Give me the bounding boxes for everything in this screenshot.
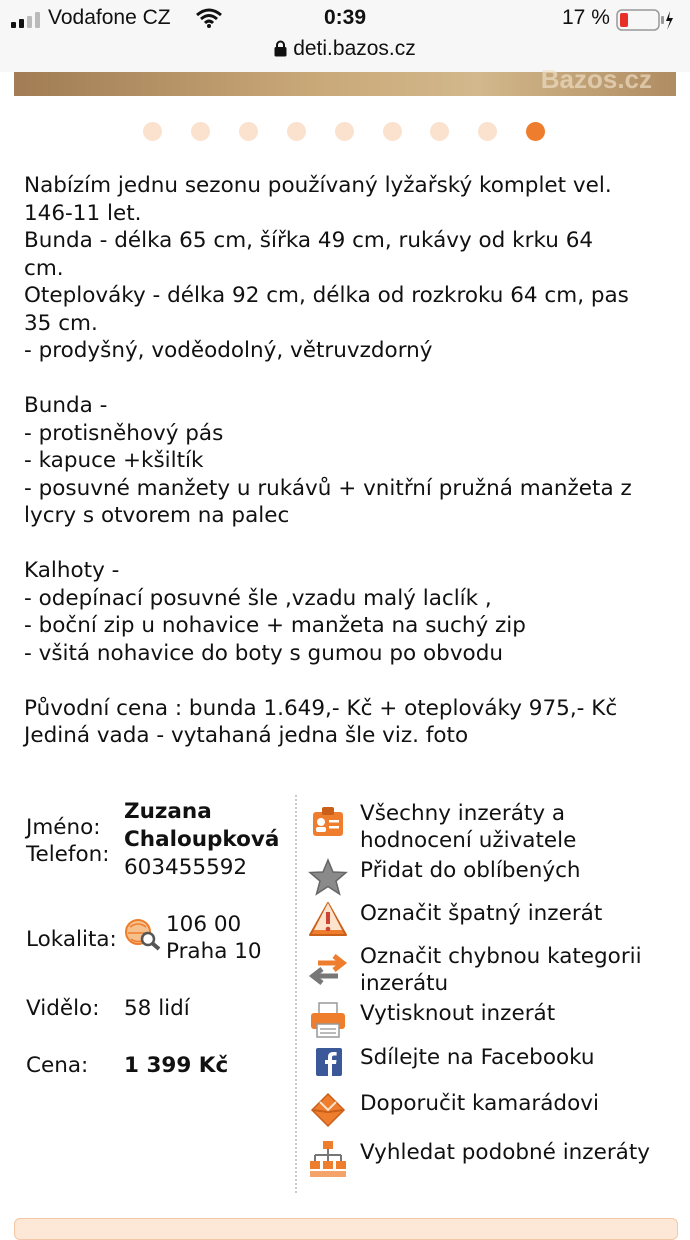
description-line: Jediná vada - vytahaná jedna šle viz. foto [24,723,469,748]
action-label: Doporučit kamarádovi [360,1091,599,1116]
clock: 0:39 [323,6,367,29]
gallery-dot[interactable] [287,122,306,141]
phone-label: Telefon: [26,842,110,867]
gallery-dot-active[interactable] [526,122,545,141]
description-line: - odepínací posuvné šle ,vzadu malý laclík , [24,585,492,611]
description-line: - všitá nohavice do boty s gumou po obvodu [24,640,503,666]
gallery-photo[interactable] [14,64,676,96]
location-postcode[interactable]: 106 00 [166,912,242,937]
action-label: Označit špatný inzerát [360,901,603,926]
description-line: 35 cm. [24,310,98,336]
status-bar [0,0,690,40]
battery-percent: 17 % [562,6,610,29]
action-label: Označit chybnou kategorii inzerátu [360,944,642,996]
price-label: Cena: [26,1053,89,1078]
description-line: cm. [24,255,64,281]
url-display[interactable] [274,37,416,61]
lock-icon [274,40,287,57]
gallery-dot[interactable] [478,122,497,141]
envelope-icon [308,1090,348,1130]
description-line: 146-11 let. [24,200,142,226]
gallery-dot[interactable] [335,122,354,141]
action-label: Přidat do oblíbených [360,858,581,883]
user-card-icon [308,800,348,840]
description-paragraph [24,695,674,750]
printer-icon [308,1000,348,1040]
star-icon [308,857,348,897]
gallery-dot[interactable] [383,122,402,141]
column-divider [295,795,297,1193]
seller-phone[interactable]: 603455592 [124,855,248,880]
description-paragraph [24,557,674,667]
gallery-dot[interactable] [191,122,210,141]
description-line: - posuvné manžety u rukávů + vnitřní pružná manžeta z [24,475,632,501]
hierarchy-icon [308,1139,348,1179]
gallery-dot[interactable] [430,122,449,141]
carrier-name: Vodafone CZ [48,6,171,29]
facebook-icon [308,1044,348,1084]
description-line: - boční zip u nohavice + manžeta na suchý zip [24,613,526,638]
description-line: Bunda - délka 65 cm, šířka 49 cm, rukávy od krku 64 [24,228,594,253]
location-city[interactable]: Praha 10 [166,939,262,964]
action-label: Vyhledat podobné inzeráty [360,1140,650,1165]
views-count: 58 lidí [124,996,190,1021]
swap-arrows-icon [308,949,348,989]
name-label: Jméno: [26,815,101,840]
gallery-dot[interactable] [239,122,258,141]
photo-watermark: Bazos.cz [540,64,652,94]
description-paragraph [24,392,674,530]
action-label: Sdílejte na Facebooku [360,1045,595,1070]
bottom-panel [14,1218,678,1240]
views-label: Vidělo: [26,996,100,1021]
description-line: Nabízím jednu sezonu používaný lyžařský komplet vel. [24,173,612,198]
description-line: Bunda - [24,393,108,418]
url-text: deti.bazos.cz [293,37,416,60]
description-line: - prodyšný, voděodolný, větruvzdorný [24,338,433,363]
seller-name-last[interactable]: Chaloupková [124,827,280,852]
location-search-icon[interactable] [124,917,164,951]
seller-name-first[interactable]: Zuzana [124,799,212,824]
location-label: Lokalita: [26,927,117,952]
action-label: Vytisknout inzerát [360,1001,556,1026]
price-value: 1 399 Kč [124,1053,229,1078]
warning-icon [308,900,348,940]
description-paragraph [24,172,674,365]
listing-description [24,172,674,777]
description-line: Původní cena : bunda 1.649,- Kč + oteplováky 975,- Kč [24,695,618,721]
description-line: lycry s otvorem na palec [24,503,290,528]
description-line: - kapuce +kšiltík [24,448,204,473]
gallery-dot[interactable] [143,122,162,141]
description-line: Oteplováky - délka 92 cm, délka od rozkroku 64 cm, pas [24,283,629,308]
description-line: - protisněhový pás [24,420,224,446]
battery-icon [616,9,674,31]
description-line: Kalhoty - [24,558,120,583]
action-label: Všechny inzeráty a hodnocení uživatele [360,801,577,853]
